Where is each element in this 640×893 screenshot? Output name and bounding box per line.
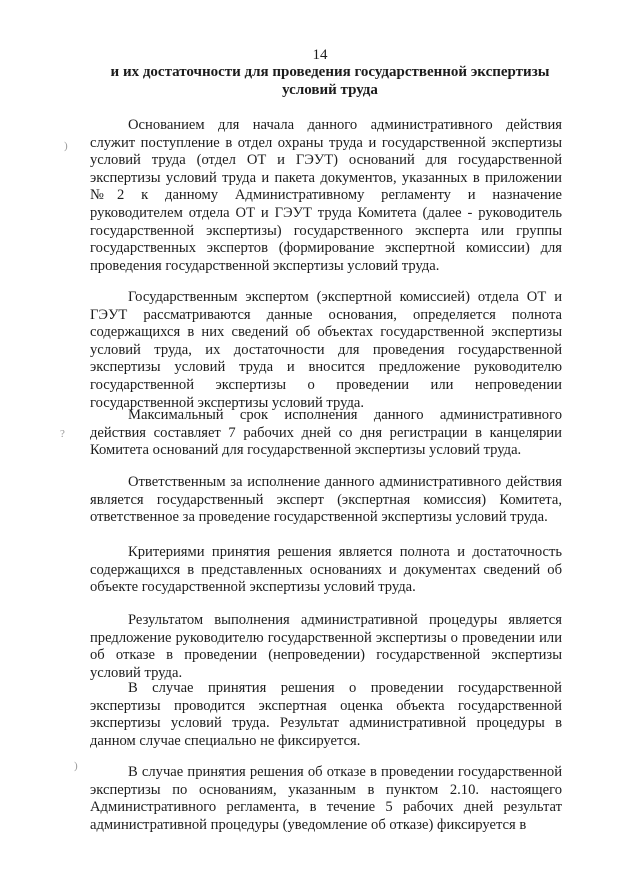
margin-scan-mark: ) [64,140,68,152]
paragraph-result: Результатом выполнения административной процедуры является предложение руководителю государственной экспертизы о проведении или об отказе в проведении (непроведении) государственной экспертизы условий труда. [90,612,562,681]
section-heading: и их достаточности для проведения государственной экспертизы условий труда [110,64,550,98]
paragraph-criteria: Критериями принятия решения является полнота и достаточность содержащихся в представленных основаниях и документах сведений об объекте государственной экспертизы условий труда. [90,544,562,596]
paragraph-examination: Государственным экспертом (экспертной комиссией) отдела ОТ и ГЭУТ рассматриваются данные основания, определяется полнота содержащихся в них сведений об объектах государственной экспертизы условий труда, их достаточности для проведения государственной экспертизы условий труда и вносится предложение руководителю государственной экспертизы о проведении или непроведении государственной экспертизы условий труда. [90,289,562,411]
paragraph-approval-case: В случае принятия решения о проведении государственной экспертизы проводится экспертная оценка объекта государственной экспертизы условий труда. Результат административной процедуры в данном случае специально не фиксируется. [90,680,562,749]
page-number: 14 [312,47,328,63]
paragraph-deadline: Максимальный срок исполнения данного административного действия составляет 7 рабочих дней со дня регистрации в канцелярии Комитета оснований для государственной экспертизы условий труда. [90,407,562,459]
paragraph-responsible: Ответственным за исполнение данного административного действия является государственный эксперт (экспертная комиссия) Комитета, ответственное за проведение государственной экспертизы условий труда. [90,474,562,526]
paragraph-basis: Основанием для начала данного административного действия служит поступление в отдел охраны труда и государственной экспертизы условий труда (отдел ОТ и ГЭУТ) оснований для государственной экспертизы условий труда и пакета документов, указанных в приложении №2 к данному Административному регламенту и назначение руководителем отдела ОТ и ГЭУТ труда Комитета (далее - руководитель государственной экспертизы) государственного эксперта или группы государственных экспертов (формирование экспертной комиссии) для проведения государственной экспертизы условий труда. [90,117,562,274]
paragraph-refusal-case: В случае принятия решения об отказе в проведении государственной экспертизы по основаниям, указанным в пунктом 2.10. настоящего Административного регламента, в течение 5 рабочих дней результат административной процедуры (уведомление об отказе) фиксируется в [90,764,562,833]
margin-scan-mark: ? [60,428,65,440]
margin-scan-mark: ) [74,760,78,772]
